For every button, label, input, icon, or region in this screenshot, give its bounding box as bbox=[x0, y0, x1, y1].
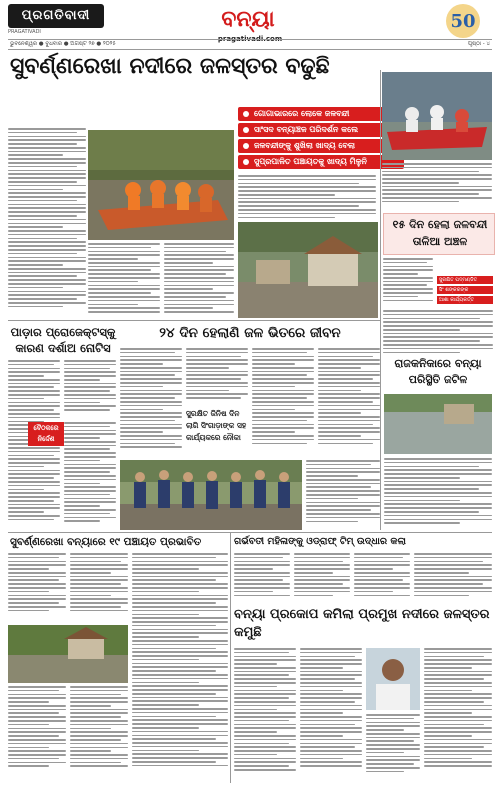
lead-text-col-1 bbox=[8, 128, 86, 318]
page-number: ପୃଷ୍ଠା - ୪ bbox=[467, 41, 490, 47]
pregnant-text-1 bbox=[234, 553, 290, 603]
lead-bullet-3: ଜଳବନ୍ଦୀଙ୍କୁ ଶୁଖିଲା ଖାଦ୍ୟ ବେଲା bbox=[238, 139, 404, 153]
notice-text-2 bbox=[64, 360, 116, 416]
water-life-text-1 bbox=[120, 348, 182, 458]
rajkanika-headline: ରାଜକନିକାରେ ବନ୍ୟା ପରିସ୍ଥିତି ଜଟିଳ bbox=[394, 357, 482, 386]
anniversary-badge bbox=[438, 2, 488, 40]
tag-1: ସୁରକ୍ଷିତ ପଦ୍ମଣ୍ଡିତ bbox=[437, 276, 493, 284]
mp-visit-caption bbox=[382, 163, 492, 211]
website-url: pragativadi.com bbox=[217, 35, 283, 43]
rajkanika-text bbox=[384, 458, 492, 530]
lead-bullet-1: ଗୋଗାଭାରରେ ଲୋକେ ଜଳବନ୍ଦୀ bbox=[238, 107, 404, 121]
flooded-house-photo bbox=[238, 222, 378, 318]
section-title: ବନ୍ୟା bbox=[221, 6, 275, 32]
column-divider-2 bbox=[230, 533, 231, 783]
right-top-headline-box bbox=[383, 213, 495, 255]
logo-subtitle: PRAGATIVADI bbox=[8, 29, 41, 35]
panchayat-text-5 bbox=[132, 553, 228, 781]
right-top-tags bbox=[437, 276, 493, 304]
lead-bullet-2: ସାଂସଦ ବନ୍ୟାଞ୍ଚଳ ପରିଦର୍ଶନ କଲେ bbox=[238, 123, 404, 137]
panchayat-text-2 bbox=[70, 553, 128, 621]
row-divider bbox=[8, 320, 380, 321]
lead-text-col-4 bbox=[238, 175, 376, 220]
lead-text-col-2 bbox=[88, 243, 160, 318]
pregnant-text-3 bbox=[354, 553, 410, 603]
right-top-headline: ୧୫ ଦିନ ହେଲା ଜଳବନ୍ଦୀ ତାଳିଆ ଅଞ୍ଚଳ bbox=[392, 218, 488, 248]
notice-text-3 bbox=[64, 422, 116, 530]
water-life-text-5 bbox=[306, 460, 380, 530]
rajkanika-flood-photo bbox=[384, 394, 492, 454]
official-portrait-photo bbox=[366, 648, 420, 710]
receding-text-4 bbox=[424, 648, 492, 781]
newspaper-logo: ପ୍ରଗତିବାଦୀ bbox=[8, 4, 104, 28]
tag-3: ଆଶା କାର୍ଯ୍ୟକର୍ତ୍ତ bbox=[437, 296, 493, 304]
rescue-boat-photo bbox=[88, 130, 234, 240]
water-life-text-3 bbox=[252, 348, 314, 456]
panchayat-text-1 bbox=[8, 553, 66, 621]
pregnant-text-2 bbox=[294, 553, 350, 603]
panchayat-headline: ସୁବର୍ଣ୍ଣରେଖା ବନ୍ୟାରେ ୧୯ ପଞ୍ଚାୟତ ପ୍ରଭାବିତ bbox=[10, 536, 202, 548]
notice-headline: ପାଡ଼ାର ପ୍ରୋଜେକ୍ଟସ୍କୁ କାରଣ ଦର୍ଶାଅ ନୋଟିସ bbox=[10, 325, 116, 355]
date-text: ଭୁବନେଶ୍ୱର ● ବୁଧବାର ● ଅଗଷ୍ଟ ୨୭ ● ୨୦୨୫ bbox=[10, 41, 116, 47]
mp-visit-boat-photo bbox=[382, 72, 492, 160]
meeting-box-label: ବୈଠକରେ ନିର୍ଦ୍ଦେଶ bbox=[33, 424, 59, 443]
pregnant-woman-headline: ଗର୍ଭବତୀ ମହିଳାଙ୍କୁ ଓଡ୍ରାଫ୍ ଟିମ୍ ଉଦ୍ଧାର କଲା bbox=[234, 536, 406, 547]
flood-village-photo bbox=[8, 625, 128, 683]
right-top-text-1 bbox=[383, 258, 433, 308]
water-life-headline: ୨୪ ଦିନ ହେଲାଣି ଜଳ ଭିତରେ ଜୀବନ bbox=[159, 325, 341, 341]
receding-text-2 bbox=[300, 648, 362, 781]
people-in-water-photo bbox=[120, 460, 302, 530]
tag-2: ସିଂ ଶଙ୍କରଙ୍କ bbox=[437, 286, 493, 294]
date-line bbox=[8, 39, 492, 50]
receding-text-1 bbox=[234, 648, 296, 781]
lead-text-col-3 bbox=[164, 243, 234, 318]
column-divider bbox=[380, 70, 381, 530]
right-top-text-2 bbox=[383, 310, 493, 355]
water-life-text-2 bbox=[186, 348, 248, 404]
row-divider-2 bbox=[8, 532, 492, 533]
panchayat-text-4 bbox=[70, 686, 128, 781]
lead-headline: ସୁବର୍ଣ୍ଣରେଖା ନଦୀରେ ଜଳସ୍ତର ବଢୁଛି bbox=[10, 53, 330, 79]
water-life-text-4 bbox=[318, 348, 380, 456]
receding-text-3 bbox=[366, 714, 420, 781]
anniversary-number: 50 bbox=[450, 11, 476, 32]
panchayat-text-3 bbox=[8, 686, 66, 781]
flood-receding-headline: ବନ୍ୟା ପ୍ରକୋପ କମିଲା ପ୍ରମୁଖ ନଦୀରେ ଜଳସ୍ତର କମୁଛି bbox=[234, 607, 490, 640]
meeting-box bbox=[28, 422, 64, 446]
lead-bullet-4: ସୁପ୍ରପାଳିତ ପଞ୍ଚାୟତକୁ ଖାଦ୍ୟ ମିଳୁନି bbox=[238, 155, 404, 169]
water-life-subhead: ସୁରକ୍ଷିତ ଜିନିଷ ଦିନ ଲାଗି ସିଂଗାଡ଼ାଙ୍କ ସହ କାର୍ଯ୍ୟକରେ ନୌକା bbox=[186, 409, 247, 442]
pregnant-text-4 bbox=[414, 553, 492, 603]
